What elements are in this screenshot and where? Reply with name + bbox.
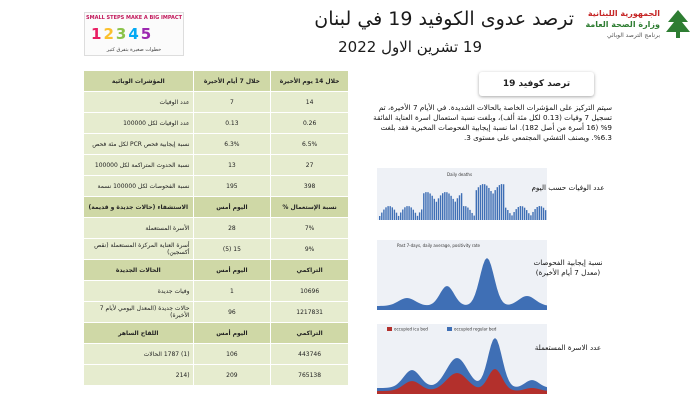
bar bbox=[404, 207, 405, 220]
bar bbox=[459, 195, 460, 220]
bar bbox=[408, 206, 409, 220]
bar bbox=[482, 184, 483, 220]
ministry-line-1: الجمهورية اللبنانية bbox=[587, 9, 660, 18]
bar bbox=[524, 208, 525, 220]
bar bbox=[478, 187, 479, 220]
bar bbox=[415, 213, 416, 220]
bar bbox=[427, 192, 428, 220]
table-row: وفيات جديدة 1 10696 bbox=[84, 281, 349, 302]
bar bbox=[507, 210, 508, 220]
bar bbox=[486, 186, 487, 220]
panel-heading: ترصد كوفيد 19 bbox=[479, 72, 594, 96]
bar bbox=[406, 206, 407, 220]
bar bbox=[520, 206, 521, 220]
bar bbox=[419, 212, 420, 220]
bar bbox=[488, 188, 489, 220]
campaign-logo bbox=[84, 12, 184, 56]
indicators-table bbox=[83, 70, 349, 386]
bar bbox=[534, 209, 535, 220]
bar bbox=[457, 198, 458, 220]
bar bbox=[511, 215, 512, 220]
summary-paragraph: سيتم التركيز على المؤشرات الخاصة بالحالات الشديدة. في الأيام 7 الأخيرة، تم تسجيل 7 وفيات (0.13 لكل مئة ألف)، وبلغت نسبة استعمال اسرة العناية الفائقة 9% (16 أسرة من أصل 182). اما نسبة إيجابية الفحوصات المخبرية فقد بلغت 6.3%. ويصنف التفشي المجتمعي على مستوى 3. bbox=[373, 103, 612, 142]
bar bbox=[480, 185, 481, 220]
bar bbox=[429, 193, 430, 220]
table-row: نسبة الفحوصات لكل 100000 نسمة 195 398 bbox=[84, 176, 349, 197]
bar bbox=[503, 184, 504, 220]
legend-regular: occupied regular bed bbox=[454, 326, 497, 332]
table-row: نسبة إيجابية فحص PCR لكل مئة فحص 6.3% 6.5% bbox=[84, 134, 349, 155]
bar bbox=[455, 202, 456, 220]
bar bbox=[499, 185, 500, 220]
positivity-chart bbox=[367, 236, 554, 316]
bar bbox=[467, 208, 468, 220]
bar bbox=[423, 193, 424, 220]
bar bbox=[484, 184, 485, 220]
bar bbox=[440, 195, 441, 220]
deaths-chart-label: عدد الوفيات حسب اليوم bbox=[531, 183, 605, 192]
bar bbox=[379, 216, 380, 220]
legend-regular-swatch bbox=[447, 327, 452, 331]
bar bbox=[402, 209, 403, 220]
bar bbox=[469, 210, 470, 220]
bar bbox=[509, 213, 510, 220]
table-subheader: الاستشفاء (حالات جديدة و قديمة) اليوم أمس % نسبة الإستعمال bbox=[84, 197, 349, 218]
header bbox=[0, 0, 700, 62]
positivity-chart-label: نسبة إيجابية الفحوصات (معدل 7 أيام الأخيرة) bbox=[533, 258, 603, 277]
bar bbox=[537, 207, 538, 220]
campaign-logo-bottom: خطوات صغيرة بتفرق كتير bbox=[106, 47, 162, 53]
bar bbox=[539, 206, 540, 220]
bar bbox=[417, 216, 418, 220]
bar bbox=[446, 192, 447, 220]
bar bbox=[442, 193, 443, 220]
bar bbox=[436, 202, 437, 220]
bar bbox=[396, 213, 397, 220]
bar bbox=[390, 206, 391, 220]
cedar-icon bbox=[664, 8, 692, 42]
bar bbox=[398, 216, 399, 220]
table-row: حالات جديدة (المعدل اليومي لأيام 7 الأخيرة) 96 1217831 bbox=[84, 302, 349, 323]
bar bbox=[411, 207, 412, 220]
bar bbox=[400, 212, 401, 220]
bar bbox=[425, 192, 426, 220]
bar bbox=[501, 184, 502, 220]
table-subheader: الحالات الجديدة اليوم أمس التراكمي bbox=[84, 260, 349, 281]
bar bbox=[448, 193, 449, 220]
bar bbox=[522, 206, 523, 220]
bar bbox=[434, 199, 435, 220]
legend-icu: occupied icu bed bbox=[394, 326, 428, 332]
positivity-chart-svg bbox=[367, 236, 554, 316]
bar bbox=[383, 210, 384, 220]
ministry-logo bbox=[584, 6, 694, 54]
bar bbox=[516, 209, 517, 220]
bar bbox=[394, 210, 395, 220]
legend-icu-swatch bbox=[387, 327, 392, 331]
ministry-line-3: برنامج الترصد الوبائي bbox=[606, 32, 660, 39]
bar bbox=[543, 208, 544, 220]
bar bbox=[518, 207, 519, 220]
bar bbox=[453, 199, 454, 220]
positivity-chart-legend: Past 7-days, daily average, positivity rate bbox=[397, 243, 481, 248]
beds-chart bbox=[367, 320, 554, 400]
beds-chart-label: عدد الاسرة المستعملة bbox=[534, 343, 602, 352]
bar bbox=[476, 190, 477, 220]
bar bbox=[438, 198, 439, 220]
campaign-logo-digits: 12345 bbox=[91, 25, 154, 43]
deaths-chart bbox=[367, 160, 554, 230]
campaign-logo-top: SMALL STEPS MAKE A BIG IMPACT bbox=[86, 15, 182, 21]
bar bbox=[432, 196, 433, 220]
table-row: الأسرة المستعملة 28 7% bbox=[84, 218, 349, 239]
deaths-chart-svg bbox=[367, 160, 554, 230]
bar bbox=[530, 215, 531, 220]
bar bbox=[532, 212, 533, 220]
bar bbox=[513, 212, 514, 220]
table-row: (214 209 765138 bbox=[84, 365, 349, 386]
bar bbox=[387, 206, 388, 220]
bar bbox=[421, 209, 422, 220]
table-row: (1) 1787 الحالات 106 443746 bbox=[84, 344, 349, 365]
bar bbox=[474, 216, 475, 220]
page-date: 19 تشرين الاول 2022 bbox=[338, 38, 482, 56]
bar bbox=[444, 192, 445, 220]
table-subheader: اللقاح الساهر اليوم أمس التراكمي bbox=[84, 323, 349, 344]
table-row: عدد الوفيات لكل 100000 0.13 0.26 bbox=[84, 113, 349, 134]
bar bbox=[497, 187, 498, 220]
bar bbox=[505, 208, 506, 220]
bar bbox=[490, 191, 491, 220]
bar bbox=[392, 207, 393, 220]
bar bbox=[495, 190, 496, 220]
bar bbox=[528, 213, 529, 220]
deaths-chart-legend: Daily deaths bbox=[447, 172, 473, 177]
bar bbox=[461, 193, 462, 220]
bar bbox=[381, 213, 382, 220]
bar bbox=[545, 210, 546, 220]
bar bbox=[492, 193, 493, 220]
bar bbox=[450, 196, 451, 220]
bar bbox=[463, 206, 464, 220]
table-row: نسبة الحدوث المتراكمة لكل 100000 13 27 bbox=[84, 155, 349, 176]
table-row: أسرة العناية المركزة المستعملة (نقص أكسجين) (5) 15 9% bbox=[84, 239, 349, 260]
bar bbox=[465, 206, 466, 220]
ministry-line-2: وزارة الصحة العامة bbox=[585, 20, 660, 29]
bar bbox=[385, 207, 386, 220]
bar bbox=[413, 210, 414, 220]
table-header: المؤشرات الوبائية خلال 7 أيام الأخيرة خلال 14 يوم الأخيرة bbox=[84, 71, 349, 92]
beds-chart-svg bbox=[367, 320, 554, 400]
bar bbox=[541, 206, 542, 220]
bar bbox=[471, 213, 472, 220]
bar bbox=[526, 210, 527, 220]
table-row: عدد الوفيات 7 14 bbox=[84, 92, 349, 113]
page-title: ترصد عدوى الكوفيد 19 في لبنان bbox=[314, 8, 574, 30]
